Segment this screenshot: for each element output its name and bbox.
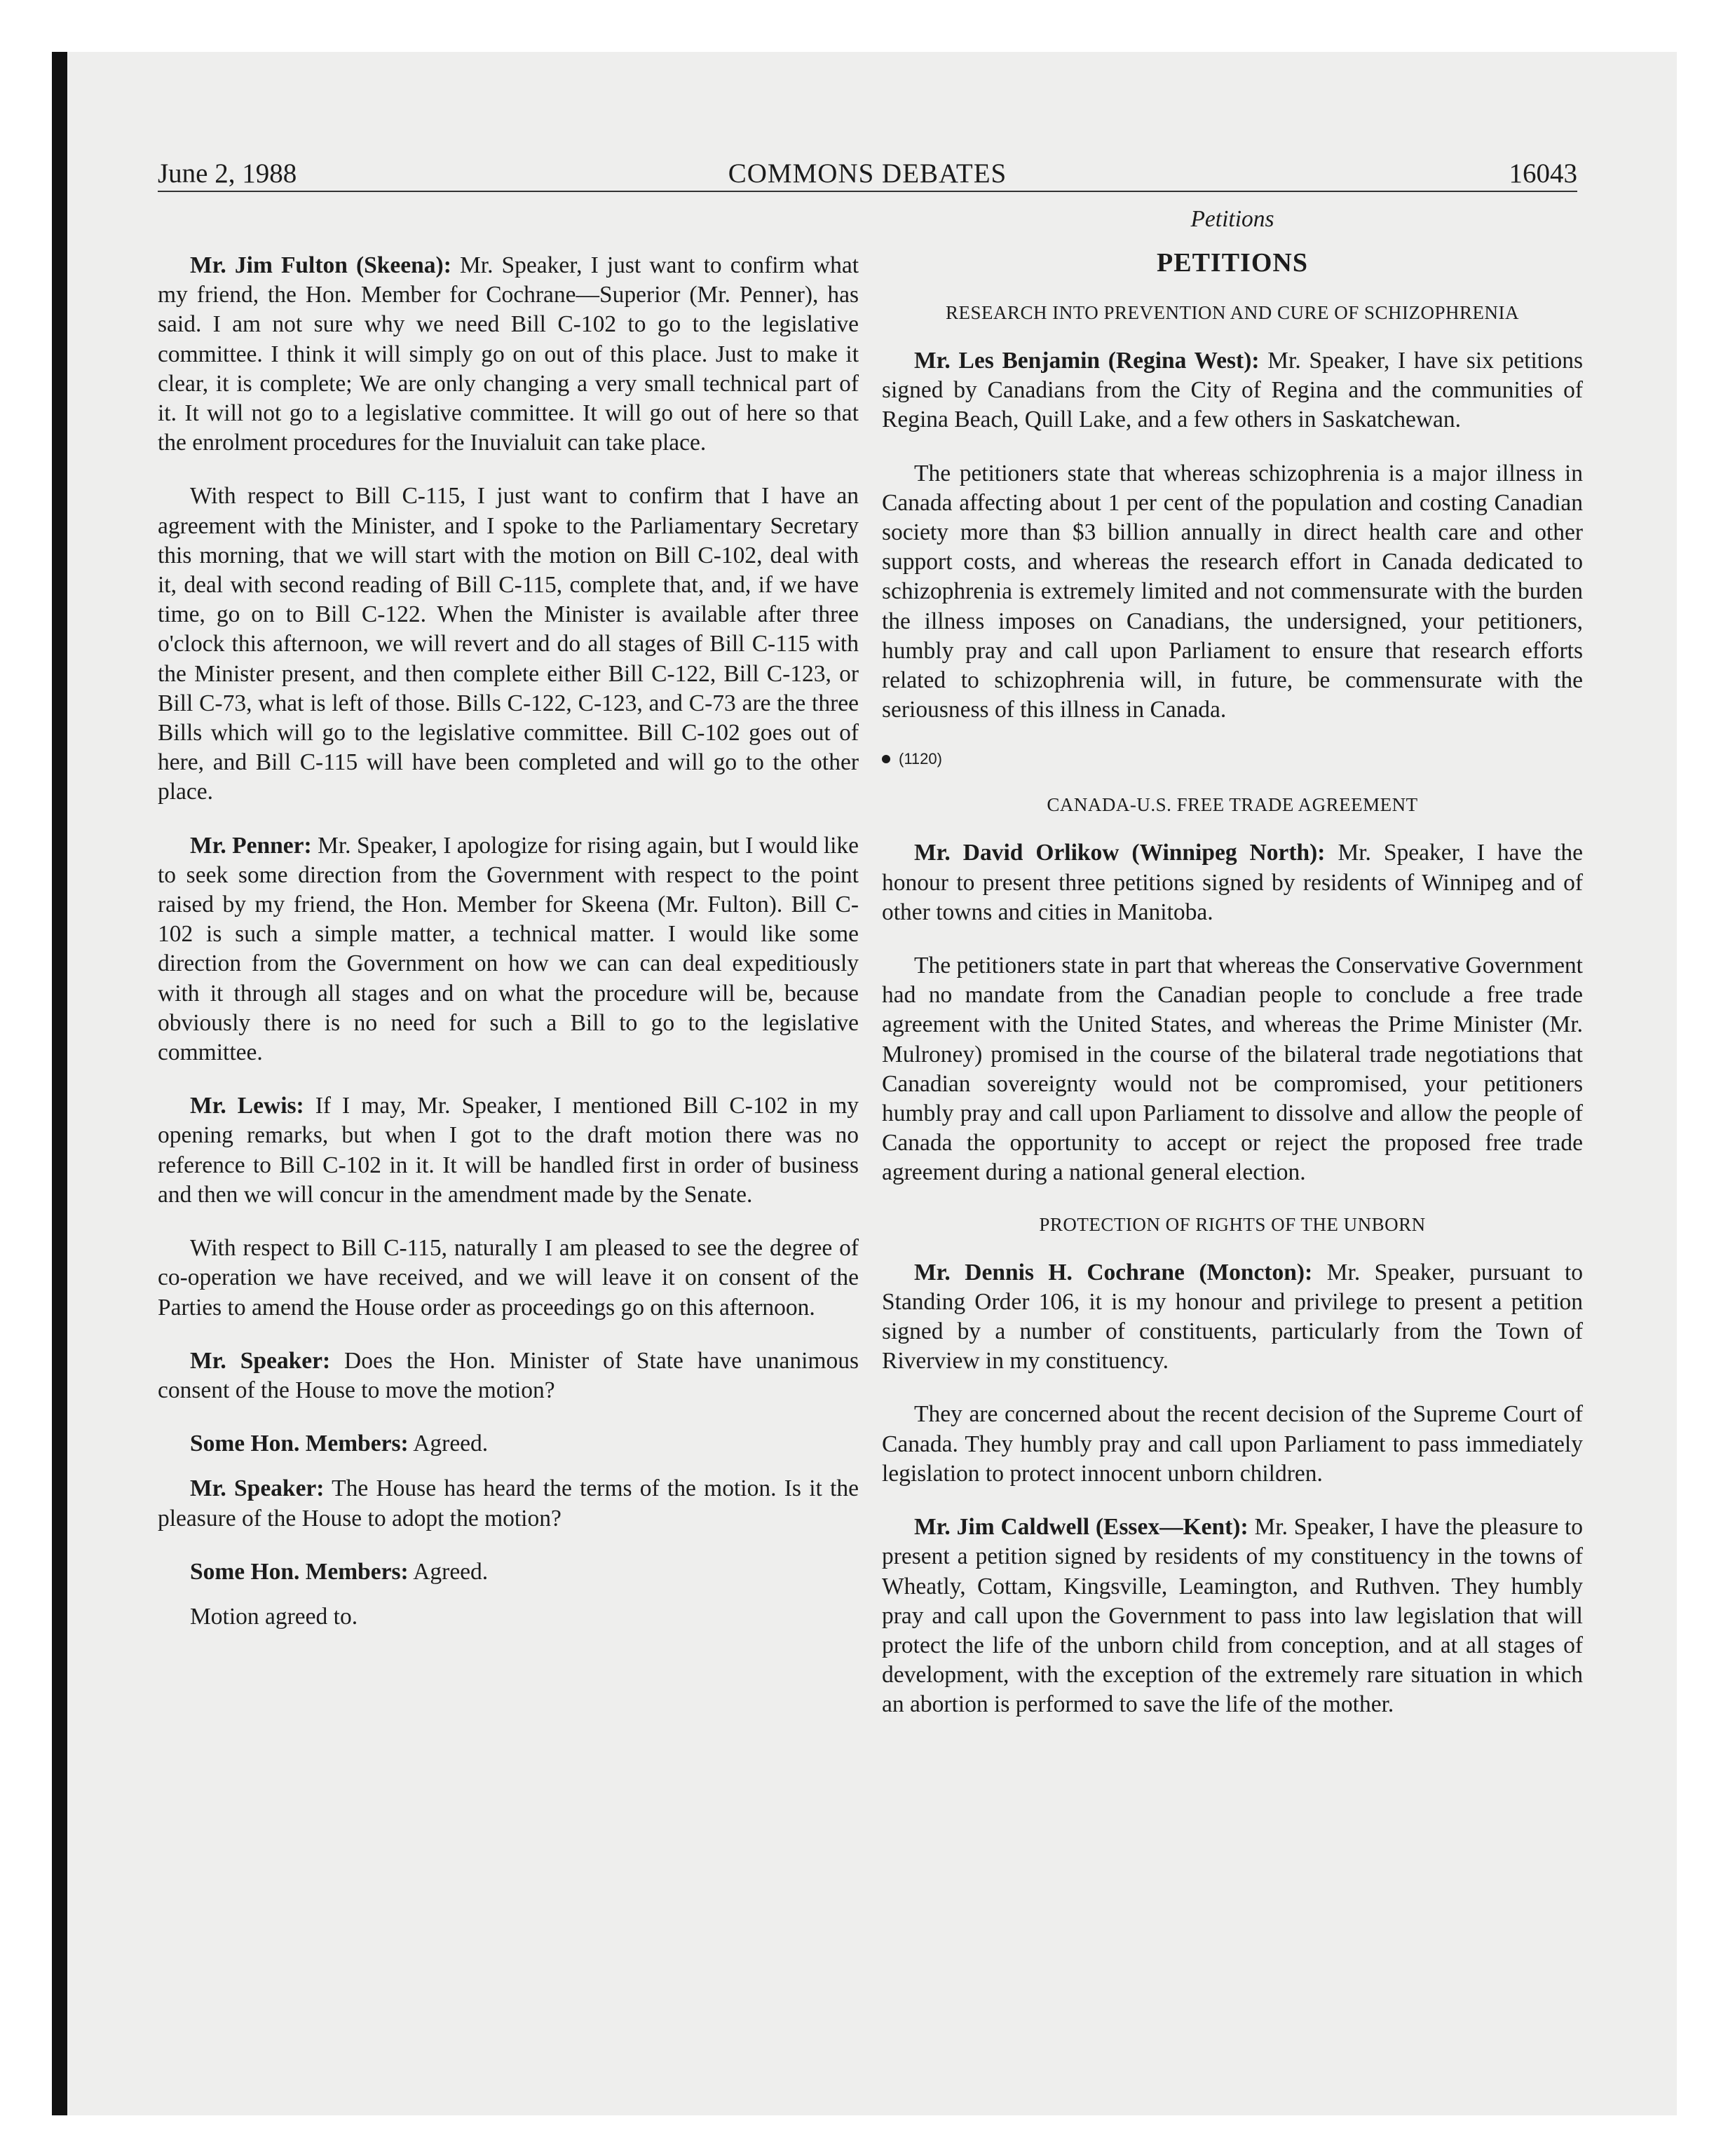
paragraph: [882, 838, 1583, 927]
header-page-number: 16043: [1509, 158, 1577, 189]
speaker-name: Mr. David Orlikow (Winnipeg North):: [914, 840, 1326, 866]
speaker-name: Some Hon. Members:: [190, 1558, 409, 1585]
paragraph-text: With respect to Bill C-115, naturally I am pleased to see the degree of co-operation we have received, and we will leave it on consent of the Parties to amend the House order as proceedings go on this afternoon.: [158, 1235, 859, 1321]
paragraph-text: The petitioners state in part that whereas the Conservative Government had no mandate from the Canadian people to conclude a free trade agreement with the United States, and whereas the Prime Minister (Mr. Mulroney) promised in the course of the bilateral trade negotiations that Canadian sovereignty would not be compromised, your petitioners humbly pray and call upon Parliament to dissolve and allow the people of Canada the opportunity to accept or reject the proposed free trade agreement during a national general election.: [882, 953, 1583, 1186]
paragraph-text: The House has heard the terms of the motion. Is it the pleasure of the House to adopt the motion?: [158, 1475, 859, 1531]
bullet-icon: [882, 755, 890, 763]
paragraph: [158, 1474, 859, 1533]
paragraph-text: Mr. Speaker, I have six petitions signed by Canadians from the City of Regina and the communities of Regina Beach, Quill Lake, and a few others in Saskatchewan.: [882, 348, 1583, 433]
paragraph: [158, 1091, 859, 1210]
paragraph: [158, 1557, 859, 1587]
paragraph-text: Agreed.: [413, 1431, 489, 1457]
paragraph-text: Mr. Speaker, I have the pleasure to present a petition signed by residents of my constituency in the towns of Wheatly, Cottam, Kingsville, Leamington, and Ruthven. They humbly pray and call upon the Government to pass into law legislation that will protect the life of the unborn child from conception, and at all stages of development, with the exception of the extremely rare situation in which an abortion is performed to save the life of the mother.: [882, 1514, 1583, 1718]
paragraph: [882, 951, 1583, 1188]
time-marker: [882, 749, 1583, 770]
paragraph-text: Does the Hon. Minister of State have unanimous consent of the House to move the motion?: [158, 1347, 859, 1403]
left-column: [158, 251, 859, 1656]
paragraph: [882, 1513, 1583, 1719]
right-column: [882, 205, 1583, 1744]
speaker-name: Mr. Les Benjamin (Regina West):: [914, 348, 1260, 374]
header-publication: COMMONS DEBATES: [728, 158, 1007, 189]
paragraph: [158, 831, 859, 1068]
paragraph: [158, 1234, 859, 1323]
paragraph: [158, 1346, 859, 1405]
paragraph: [882, 459, 1583, 725]
section-label: Petitions: [1190, 206, 1274, 232]
time-marker-text: (1120): [899, 750, 942, 768]
paragraph-text: They are concerned about the recent decision of the Supreme Court of Canada. They humbly pray and call upon Parliament to pass immediately legislation to protect innocent unborn children.: [882, 1401, 1583, 1487]
speaker-name: Mr. Penner:: [190, 832, 312, 859]
running-header: [158, 157, 1577, 192]
paragraph-text: Agreed.: [413, 1558, 489, 1585]
subheading: RESEARCH INTO PREVENTION AND CURE OF SCHIZOPHRENIA: [945, 302, 1520, 323]
paragraph-text: Mr. Speaker, I just want to confirm what my friend, the Hon. Member for Cochrane—Superior (Mr. Penner), has said. I am not sure why we need Bill C-102 to go to the legislative committee. I think it will simply go on out of this place. Just to make it clear, it is complete; We are only changing a very small technical part of it. It will not go to a legislative committee. It will go out of here so that the enrolment procedures for the Inuvialuit can take place.: [158, 252, 859, 456]
paragraph: [158, 1602, 859, 1632]
paragraph: [158, 251, 859, 458]
header-date: June 2, 1988: [158, 158, 297, 189]
paragraph: [882, 1258, 1583, 1377]
paragraph-text: Mr. Speaker, I have the honour to present three petitions signed by residents of Winnipeg and of other towns and cities in Manitoba.: [882, 840, 1584, 925]
section-title: PETITIONS: [1157, 248, 1308, 278]
speaker-name: Mr. Lewis:: [190, 1093, 304, 1119]
paragraph-text: Mr. Speaker, I apologize for rising again, but I would like to seek some direction from the Government with respect to the point raised by my friend, the Hon. Member for Skeena (Mr. Fulton). Bill C-102 is such a simple matter, a technical matter. I would like some direction from the Government on how we can can deal expeditiously with it through all stages and on what the procedure will be, because obviously there is no need for such a Bill to go to the legislative committee.: [158, 832, 859, 1066]
speaker-name: Mr. Dennis H. Cochrane (Moncton):: [914, 1259, 1313, 1285]
subheading: PROTECTION OF RIGHTS OF THE UNBORN: [1039, 1213, 1426, 1235]
paragraph-text: Mr. Speaker, pursuant to Standing Order 106, it is my honour and privilege to present a petition signed by a number of constituents, particularly from the Town of Riverview in my constituency.: [882, 1259, 1583, 1374]
paragraph-text: With respect to Bill C-115, I just want to confirm that I have an agreement with the Minister, and I spoke to the Parliamentary Secretary this morning, that we will start with the motion on Bill C-102, deal with it, deal with second reading of Bill C-115, complete that, and, if we have time, go on to Bill C-122. When the Minister is available after three o'clock this afternoon, we will revert and do all stages of Bill C-115 with the Minister present, and then complete either Bill C-122, Bill C-123, or Bill C-73, what is left of those. Bills C-122, C-123, and C-73 are the three Bills which will go to the legislative committee. Bill C-102 goes out of here, and Bill C-115 will have been completed and will go to the other place.: [158, 483, 859, 805]
paragraph-text: Motion agreed to.: [190, 1603, 358, 1630]
speaker-name: Mr. Jim Caldwell (Essex—Kent):: [914, 1514, 1248, 1541]
paragraph-text: If I may, Mr. Speaker, I mentioned Bill C-102 in my opening remarks, but when I got to the draft motion there was no reference to Bill C-102 in it. It will be handled first in order of business and then we will concur in the amendment made by the Senate.: [158, 1093, 859, 1208]
speaker-name: Mr. Speaker:: [190, 1347, 331, 1374]
paragraph: [882, 1400, 1583, 1489]
speaker-name: Some Hon. Members:: [190, 1431, 409, 1457]
paragraph: [158, 1429, 859, 1459]
paragraph-text: The petitioners state that whereas schizophrenia is a major illness in Canada affecting about 1 per cent of the population and costing Canadian society more than $3 billion annually in direct health care and other support costs, and whereas the research effort in Canada dedicated to schizophrenia is extremely limited and not commensurate with the burden the illness imposes on Canadians, the undersigned, your petitioners, humbly pray and call upon Parliament to ensure that research efforts related to schizophrenia will, in future, be commensurate with the seriousness of this illness in Canada.: [882, 460, 1583, 723]
speaker-name: Mr. Speaker:: [190, 1475, 325, 1502]
paragraph: [882, 346, 1583, 435]
subheading: CANADA-U.S. FREE TRADE AGREEMENT: [1047, 794, 1418, 816]
paragraph: [158, 482, 859, 807]
speaker-name: Mr. Jim Fulton (Skeena):: [190, 252, 451, 278]
